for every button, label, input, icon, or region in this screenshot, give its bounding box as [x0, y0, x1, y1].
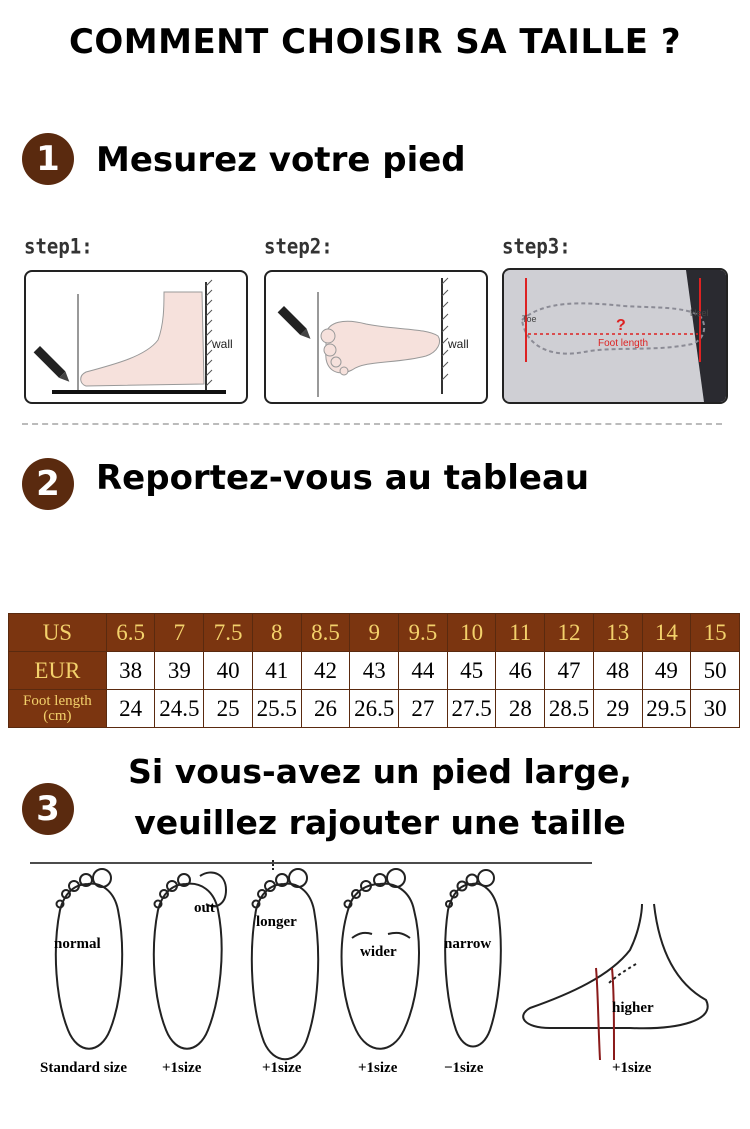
wall-label: wall: [212, 337, 233, 351]
eur-size-cell: 38: [106, 652, 155, 690]
page-title: COMMENT CHOISIR SA TAILLE ?: [68, 22, 682, 62]
section-heading-measure: Mesurez votre pied: [96, 140, 466, 180]
size-advice-longer: +1size: [262, 1060, 302, 1076]
foot-length-unit: (cm): [43, 707, 72, 724]
us-size-cell: 12: [545, 614, 594, 652]
wall-label: wall: [448, 337, 469, 351]
foot-length-cell: 29: [593, 690, 642, 728]
step-number-badge-3: 3: [22, 783, 74, 835]
foot-type-label-normal: normal: [54, 936, 101, 952]
foot-length-cell: 28: [496, 690, 545, 728]
foot-length-cell: 25: [204, 690, 253, 728]
us-size-cell: 9: [350, 614, 399, 652]
us-size-cell: 7: [155, 614, 204, 652]
foot-side-wall-illustration: [26, 272, 246, 402]
us-size-cell: 7.5: [204, 614, 253, 652]
foot-top-wall-illustration: [266, 272, 486, 402]
size-chart-table: [8, 613, 740, 728]
eur-size-cell: 47: [545, 652, 594, 690]
table-row-eur: [9, 652, 740, 690]
foot-length-cell: 30: [691, 690, 740, 728]
step1-illustration: [24, 270, 248, 404]
step2-illustration: [264, 270, 488, 404]
toe-label: Toe: [522, 314, 537, 324]
row-header-eur: EUR: [9, 652, 107, 690]
us-size-cell: 8: [252, 614, 301, 652]
eur-size-cell: 45: [447, 652, 496, 690]
us-size-cell: 15: [691, 614, 740, 652]
foot-type-label-out: out: [194, 900, 215, 916]
eur-size-cell: 40: [204, 652, 253, 690]
section-heading-table: Reportez-vous au tableau: [96, 458, 590, 498]
step3-photo: [502, 268, 728, 404]
foot-length-cell: 29.5: [642, 690, 691, 728]
row-header-foot-length: [9, 690, 107, 728]
foot-length-cell: 26: [301, 690, 350, 728]
foot-length-cell: 24: [106, 690, 155, 728]
step-label-2: step2:: [264, 234, 333, 260]
table-row-us: [9, 614, 740, 652]
foot-length-label: Foot length: [598, 338, 649, 349]
foot-length-header: Foot length: [23, 692, 92, 709]
row-header-us: US: [9, 614, 107, 652]
foot-type-label-narrow: narrow: [444, 936, 492, 952]
size-advice-normal: Standard size: [40, 1060, 128, 1076]
foot-type-label-longer: longer: [256, 914, 297, 930]
section-heading-wide-line2: veuillez rajouter une taille: [134, 803, 626, 842]
pencil-icon: [34, 346, 73, 385]
eur-size-cell: 49: [642, 652, 691, 690]
step-number-badge-1: 1: [22, 133, 74, 185]
step-label-1: step1:: [24, 234, 93, 260]
foot-length-cell: 24.5: [155, 690, 204, 728]
size-advice-wider: +1size: [358, 1060, 398, 1076]
us-size-cell: 14: [642, 614, 691, 652]
step-number-badge-2: 2: [22, 458, 74, 510]
foot-outlines: [30, 860, 730, 1090]
section-heading-wide-line1: Si vous-avez un pied large,: [128, 752, 632, 791]
question-mark: ?: [616, 317, 626, 334]
foot-length-cell: 27: [399, 690, 448, 728]
eur-size-cell: 41: [252, 652, 301, 690]
foot-length-cell: 27.5: [447, 690, 496, 728]
eur-size-cell: 50: [691, 652, 740, 690]
foot-type-label-wider: wider: [360, 944, 397, 960]
us-size-cell: 9.5: [399, 614, 448, 652]
foot-type-label-higher: higher: [612, 1000, 654, 1016]
foot-length-cell: 28.5: [545, 690, 594, 728]
step-label-3: step3:: [502, 234, 571, 260]
section-divider: [22, 423, 722, 425]
table-row-foot-length: [9, 690, 740, 728]
eur-size-cell: 39: [155, 652, 204, 690]
size-advice-higher: +1size: [612, 1060, 652, 1076]
eur-size-cell: 44: [399, 652, 448, 690]
eur-size-cell: 48: [593, 652, 642, 690]
foot-length-cell: 25.5: [252, 690, 301, 728]
foot-types-illustration: [30, 860, 730, 1090]
us-size-cell: 13: [593, 614, 642, 652]
us-size-cell: 11: [496, 614, 545, 652]
foot-outline-measure-photo: [504, 270, 726, 402]
eur-size-cell: 46: [496, 652, 545, 690]
size-advice-narrow: −1size: [444, 1060, 484, 1076]
size-advice-out: +1size: [162, 1060, 202, 1076]
us-size-cell: 10: [447, 614, 496, 652]
pencil-icon: [278, 306, 314, 342]
eur-size-cell: 43: [350, 652, 399, 690]
foot-length-cell: 26.5: [350, 690, 399, 728]
heel-label: Heel: [690, 308, 709, 318]
us-size-cell: 8.5: [301, 614, 350, 652]
us-size-cell: 6.5: [106, 614, 155, 652]
eur-size-cell: 42: [301, 652, 350, 690]
